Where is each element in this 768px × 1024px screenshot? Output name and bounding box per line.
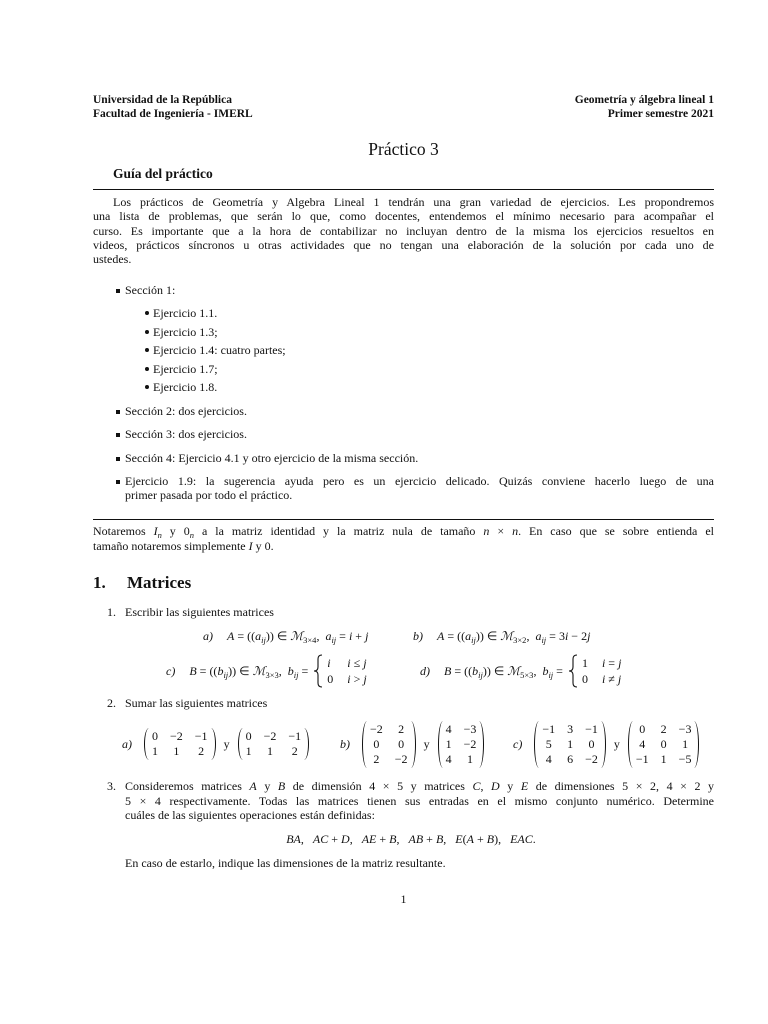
- matrix-grid: [444, 721, 479, 768]
- case-condition: [602, 655, 621, 671]
- text-run: ,: [300, 832, 313, 846]
- math-italic: i: [348, 629, 353, 643]
- math-subscript: 3×4: [303, 635, 317, 645]
- faculty-name: Facultad de Ingeniería - IMERL: [93, 108, 253, 120]
- matrix: [238, 728, 310, 760]
- math-italic: AE: [361, 832, 377, 846]
- part-label: b): [413, 629, 423, 643]
- text-run: y: [499, 779, 521, 793]
- left-brace-icon: [313, 654, 323, 688]
- matrix-entry: 1: [266, 744, 273, 758]
- math-italic: B: [435, 832, 444, 846]
- paragraph-line: curso. Es importante que a la hora de contabilizar no incluyan dentro de la misma los ejercicios resueltos en: [93, 223, 714, 238]
- matrix-entry: −2: [263, 729, 277, 743]
- square-bullet-icon: [116, 410, 120, 414]
- list-item: [125, 283, 714, 394]
- exercise-part-a: [203, 629, 368, 643]
- right-parenthesis-icon: [303, 728, 309, 760]
- matrix-entry: 1: [173, 744, 180, 758]
- math-italic: E: [520, 779, 529, 793]
- left-brace-icon: [568, 654, 578, 688]
- matrix-entry: 1: [466, 751, 473, 766]
- guide-heading: Guía del práctico: [113, 166, 213, 181]
- math-italic: E: [455, 832, 463, 846]
- text-run: ),: [494, 832, 511, 846]
- part-label: c): [166, 664, 176, 678]
- guide-list: [125, 283, 714, 512]
- statement-line: [125, 808, 714, 823]
- square-bullet-icon: [116, 433, 120, 437]
- list-item: [125, 474, 714, 502]
- statement-line: [125, 794, 714, 809]
- exercise-statement: [125, 779, 714, 823]
- text-run: y: [256, 779, 278, 793]
- text-run: ,: [443, 832, 456, 846]
- right-parenthesis-icon: [478, 721, 484, 768]
- header-left: [93, 93, 253, 121]
- exercise-part-b: [413, 629, 590, 643]
- math-subscript: ij: [471, 635, 476, 645]
- text-run: ×: [489, 524, 513, 538]
- math-expression: [227, 629, 368, 643]
- matrix-entry: 1: [567, 736, 574, 751]
- text-run: − 2: [568, 629, 588, 643]
- matrix-entry: 0: [588, 736, 595, 751]
- text-run: .: [532, 832, 536, 846]
- math-italic: I: [248, 538, 253, 553]
- sublist: [153, 306, 714, 394]
- section-title: Matrices: [127, 573, 192, 592]
- text-run: ,: [278, 664, 288, 678]
- math-italic: A: [466, 832, 474, 846]
- matrix-entry: −1: [194, 729, 208, 743]
- part-label: a): [122, 736, 132, 751]
- list-item-text: Sección 2: dos ejercicios.: [125, 403, 247, 418]
- math-expression: [189, 664, 311, 678]
- math-italic: a: [535, 629, 542, 643]
- math-italic: b: [217, 664, 224, 678]
- math-italic: a: [255, 629, 262, 643]
- square-bullet-icon: [116, 457, 120, 461]
- text-run: Notaremos: [93, 524, 154, 538]
- matrix-entry: −1: [542, 721, 556, 736]
- text-run: ,: [526, 629, 536, 643]
- math-italic: j: [618, 656, 622, 670]
- round-bullet-icon: [145, 330, 149, 334]
- math-subscript: n: [157, 530, 162, 540]
- matrix-entry: 0: [639, 721, 646, 736]
- divider: [93, 519, 714, 520]
- text-run: = ((: [444, 629, 466, 643]
- exercise-statement: Escribir las siguientes matrices: [125, 605, 274, 619]
- notation-paragraph: [93, 524, 714, 553]
- math-italic: i: [347, 656, 351, 670]
- text-run: ≤: [350, 656, 364, 670]
- exercise-number: 3.: [107, 779, 116, 793]
- math-italic: A: [227, 629, 235, 643]
- math-italic: C: [472, 779, 481, 793]
- math-italic: B: [189, 664, 197, 678]
- round-bullet-icon: [145, 385, 149, 389]
- matrix: [362, 721, 416, 768]
- sublist-item-text: Ejercicio 1.3;: [153, 324, 218, 339]
- list-item-text: Sección 1:: [125, 283, 176, 297]
- matrix-entry: 0: [152, 729, 158, 743]
- paragraph-line: Los prácticos de Geometría y Algebra Lineal 1 tendrán una gran variedad de ejercicios. Les propondremos: [113, 195, 714, 209]
- matrix-entry: −2: [170, 729, 183, 743]
- matrix-grid: [244, 728, 304, 760]
- math-italic: A: [437, 629, 445, 643]
- matrix-entry: −3: [463, 721, 477, 736]
- matrix-entry: 0: [373, 736, 380, 751]
- square-bullet-icon: [116, 480, 120, 484]
- math-subscript: ij: [548, 670, 554, 680]
- matrix-grid: [540, 721, 600, 768]
- math-italic: B: [444, 664, 452, 678]
- conjunction: y: [223, 736, 230, 751]
- part-label: b): [340, 736, 350, 751]
- matrix-entry: 5: [545, 736, 552, 751]
- case-condition: [347, 655, 366, 671]
- list-item: [125, 451, 714, 465]
- text-run: )) ∈: [265, 629, 291, 643]
- text-run: 0: [327, 672, 334, 686]
- paragraph-line: ustedes.: [93, 252, 132, 267]
- text-run: y 0: [161, 524, 190, 538]
- text-run: +: [376, 832, 390, 846]
- math-script-letter: ℳ: [500, 629, 514, 643]
- math-subscript: ij: [541, 635, 547, 645]
- text-run: = ((: [234, 629, 256, 643]
- text-run: 0: [581, 672, 588, 686]
- divider: [93, 189, 714, 190]
- sublist-item-text: Ejercicio 1.8.: [153, 380, 218, 394]
- matrix-entry: −1: [288, 729, 302, 743]
- paragraph-line: videos, prácticos síncronos u otras actividades que no tengan una elaboración de la solución por cada uno de: [93, 237, 714, 252]
- matrix-entry: 1: [445, 736, 452, 751]
- math-italic: AB: [408, 832, 424, 846]
- matrix-entry: 4: [445, 751, 452, 766]
- matrix-sum-a: [122, 720, 309, 768]
- text-run: . En caso que se sobre entienda el: [518, 524, 714, 538]
- math-italic: j: [365, 629, 369, 643]
- math-italic: i: [564, 629, 569, 643]
- text-run: ,: [316, 629, 326, 643]
- text-run: >: [350, 672, 364, 686]
- case-condition: [602, 671, 621, 687]
- matrix-entry: −1: [635, 751, 649, 766]
- exercise-part-c: [166, 654, 367, 688]
- math-subscript: ij: [331, 635, 337, 645]
- course-name: Geometría y álgebra lineal 1: [574, 94, 714, 106]
- right-parenthesis-icon: [210, 728, 216, 760]
- text-run: de dimensiones 5 × 2, 4 × 2 y: [528, 779, 715, 793]
- text-run: +: [423, 832, 436, 846]
- math-italic: a: [325, 629, 332, 643]
- sublist-item: [153, 306, 714, 320]
- matrix-entry: 3: [567, 721, 574, 736]
- matrix-sum-b: [340, 720, 484, 768]
- text-run: =: [298, 664, 312, 678]
- matrix-entry: 2: [398, 721, 405, 736]
- text-run: = 3: [546, 629, 565, 643]
- text-run: ,: [480, 779, 492, 793]
- sublist-item: [153, 380, 714, 394]
- math-subscript: 3×2: [513, 635, 527, 645]
- matrix-grid: [368, 721, 410, 768]
- round-bullet-icon: [145, 311, 149, 315]
- case-value: [327, 655, 333, 671]
- text-run: Consideremos matrices: [125, 779, 250, 793]
- text-run: de dimensión 4 × 5 y matrices: [285, 779, 473, 793]
- sublist-item: [153, 362, 714, 376]
- math-subscript: 5×3: [520, 670, 534, 680]
- math-subscript: ij: [261, 635, 266, 645]
- right-parenthesis-icon: [693, 721, 699, 768]
- math-italic: n: [483, 524, 490, 538]
- matrix-entry: 0: [245, 729, 252, 743]
- conjunction: y: [423, 736, 430, 751]
- conjunction: y: [613, 736, 620, 751]
- math-italic: j: [587, 629, 591, 643]
- text-run: = ((: [196, 664, 218, 678]
- matrix-entry: −2: [394, 751, 408, 766]
- matrix-entry: 0: [660, 736, 667, 751]
- math-italic: i: [601, 656, 606, 670]
- text-run: tamaño notaremos simplemente: [93, 538, 249, 553]
- text-run: =: [605, 656, 619, 670]
- matrix-entry: 0: [398, 736, 405, 751]
- paragraph-line: una lista de problemas, que serán lo que, como docentes, entendemos el mínimo necesario para acompañar el: [93, 209, 714, 224]
- math-italic: B: [277, 779, 286, 793]
- math-italic: D: [341, 832, 350, 846]
- operations-display: [108, 832, 714, 846]
- matrix-entry: 2: [660, 721, 667, 736]
- statement-line: [125, 779, 714, 794]
- matrix-entry: 1: [152, 744, 158, 758]
- institution-name: Universidad de la República: [93, 94, 232, 106]
- math-italic: B: [486, 832, 495, 846]
- text-run: = ((: [451, 664, 473, 678]
- math-expression: [437, 629, 590, 643]
- math-subscript: ij: [223, 670, 229, 680]
- text-run: +: [352, 629, 366, 643]
- matrix-entry: −1: [585, 721, 598, 736]
- matrix-grid: [150, 728, 210, 760]
- text-run: +: [328, 832, 342, 846]
- text-run: )) ∈: [475, 629, 501, 643]
- exercise-number: 2.: [107, 696, 116, 710]
- math-italic: A: [249, 779, 257, 793]
- matrix-entry: 2: [373, 751, 380, 766]
- math-italic: b: [287, 664, 294, 678]
- math-italic: AC: [312, 832, 329, 846]
- guide-paragraph: [93, 195, 714, 266]
- list-item: [125, 427, 714, 441]
- math-subscript: 3×3: [265, 670, 279, 680]
- text-run: =: [336, 629, 349, 643]
- square-bullet-icon: [116, 289, 120, 293]
- matrix: [534, 721, 606, 768]
- case-condition: [347, 671, 366, 687]
- matrix-grid: [634, 721, 694, 768]
- math-italic: a: [465, 629, 472, 643]
- text-run: ,: [533, 664, 543, 678]
- section-number: 1.: [93, 573, 106, 592]
- text-run: =: [553, 664, 566, 678]
- math-script-letter: ℳ: [252, 664, 266, 678]
- text-run: a la matriz identidad y la matriz nula de tamaño: [194, 524, 484, 538]
- math-expression: [444, 664, 566, 678]
- math-italic: i: [327, 656, 331, 670]
- exercise-part-d: [420, 654, 621, 688]
- case-value: [582, 655, 588, 671]
- list-item-text: Ejercicio 1.9: la sugerencia ayuda pero es un ejercicio delicado. Quizás conviene hacerlo luego de una: [125, 474, 714, 488]
- matrix-entry: 4: [445, 721, 452, 736]
- text-run: )) ∈: [228, 664, 253, 678]
- matrix-entry: 1: [245, 744, 252, 758]
- part-label: c): [513, 736, 523, 751]
- math-italic: D: [491, 779, 500, 793]
- exercise-number: 1.: [107, 605, 116, 619]
- text-run: (: [462, 832, 467, 846]
- notation-line: [93, 524, 714, 539]
- matrix-entry: 6: [567, 751, 574, 766]
- page-title: Práctico 3: [368, 139, 439, 159]
- case-value: [582, 671, 588, 687]
- text-run: ,: [396, 832, 409, 846]
- text-run: ,: [349, 832, 362, 846]
- right-parenthesis-icon: [410, 721, 416, 768]
- math-italic: i: [601, 672, 606, 686]
- math-italic: j: [363, 656, 367, 670]
- math-subscript: ij: [293, 670, 299, 680]
- math-italic: i: [347, 672, 351, 686]
- math-script-letter: ℳ: [290, 629, 304, 643]
- sublist-item-text: Ejercicio 1.1.: [153, 306, 218, 320]
- notation-line: [93, 539, 714, 554]
- matrix-entry: −3: [678, 721, 692, 736]
- part-label: a): [203, 629, 213, 643]
- matrix-sum-c: [513, 720, 699, 768]
- math-subscript: n: [189, 530, 195, 540]
- matrix-entry: −2: [585, 751, 598, 766]
- sublist-item-text: Ejercicio 1.4: cuatro partes;: [153, 343, 286, 357]
- semester-label: Primer semestre 2021: [607, 108, 714, 120]
- math-italic: EAC: [510, 832, 533, 846]
- text-run: +: [473, 832, 487, 846]
- math-script-letter: ℳ: [507, 664, 521, 678]
- text-run: ≠: [605, 672, 618, 686]
- matrix-entry: 2: [291, 744, 298, 758]
- list-item-text: Sección 3: dos ejercicios.: [125, 427, 247, 441]
- text-run: )) ∈: [482, 664, 508, 678]
- matrix-entry: −5: [678, 751, 692, 766]
- list-item-text: primer pasada por todo el práctico.: [125, 488, 293, 502]
- text-run: 1: [581, 656, 588, 670]
- matrix-entry: 4: [639, 736, 646, 751]
- sublist-item-text: Ejercicio 1.7;: [153, 361, 218, 376]
- exercise-statement: Sumar las siguientes matrices: [125, 696, 268, 710]
- header-right: [575, 93, 714, 121]
- matrix-entry: 1: [682, 736, 689, 751]
- math-italic: n: [512, 524, 519, 538]
- cases-table: [582, 655, 621, 687]
- matrix: [144, 728, 216, 760]
- text-run: y 0.: [252, 538, 274, 553]
- case-value: [327, 671, 333, 687]
- list-item-text: Sección 4: Ejercicio 4.1 y otro ejercicio de la misma sección.: [125, 450, 419, 465]
- math-italic: I: [153, 524, 158, 538]
- matrix: [438, 721, 485, 768]
- math-italic: b: [542, 664, 549, 678]
- matrix: [628, 721, 700, 768]
- round-bullet-icon: [145, 348, 149, 352]
- sublist-item: [153, 325, 714, 339]
- matrix-entry: −2: [463, 736, 477, 751]
- section-heading: [93, 573, 191, 593]
- text-run: 5 × 4 respectivamente. Todas las matrices tienen sus entradas en el mismo conjunto numérico. Determine: [125, 793, 714, 808]
- right-parenthesis-icon: [600, 721, 606, 768]
- matrix-entry: 4: [545, 751, 552, 766]
- part-label: d): [420, 664, 430, 678]
- matrix-entry: 1: [660, 751, 667, 766]
- math-italic: j: [617, 672, 622, 686]
- math-italic: BA: [286, 832, 301, 846]
- math-italic: b: [472, 664, 479, 678]
- page-number: 1: [400, 892, 407, 906]
- matrix-entry: 2: [198, 744, 205, 758]
- math-subscript: ij: [478, 670, 483, 680]
- round-bullet-icon: [145, 367, 149, 371]
- exercise-closing: En caso de estarlo, indique las dimensiones de la matriz resultante.: [125, 856, 446, 870]
- math-italic: B: [389, 832, 397, 846]
- text-run: cuáles de las siguientes operaciones están definidas:: [125, 808, 375, 822]
- cases-table: [327, 655, 366, 687]
- math-italic: j: [363, 672, 367, 686]
- list-item: [125, 404, 714, 418]
- matrix-entry: −2: [370, 721, 383, 736]
- sublist-item: [153, 343, 714, 357]
